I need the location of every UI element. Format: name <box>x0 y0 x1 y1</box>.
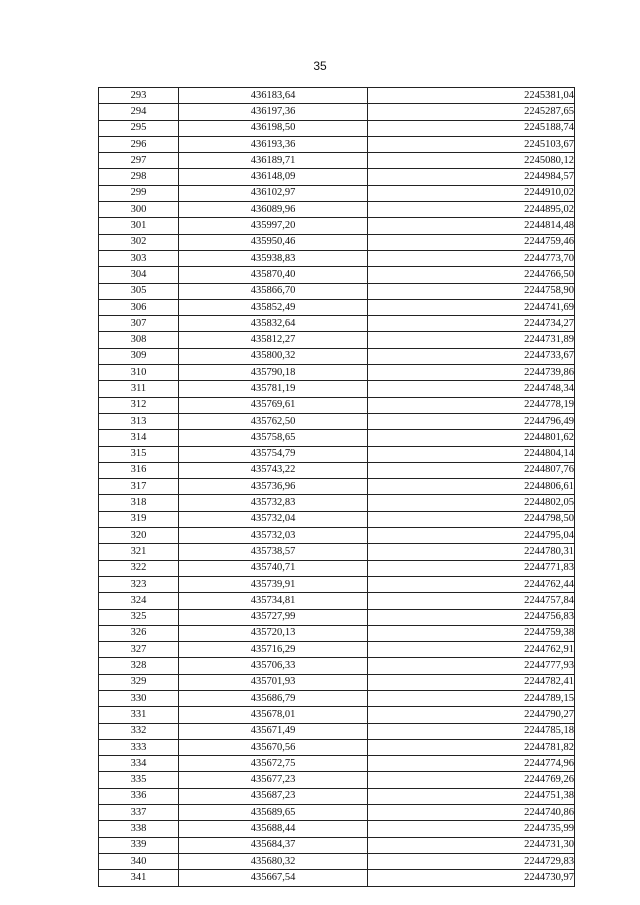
table-row <box>99 120 575 136</box>
table-row <box>99 870 575 886</box>
table-row <box>99 446 575 462</box>
point-number-cell: 333 <box>99 739 179 755</box>
x-coordinate-cell: 435670,56 <box>179 739 368 755</box>
point-number-cell: 332 <box>99 723 179 739</box>
x-coordinate-cell: 435684,37 <box>179 837 368 853</box>
y-coordinate-cell: 2244771,83 <box>368 560 575 576</box>
point-number-cell: 310 <box>99 365 179 381</box>
x-coordinate-cell: 436193,36 <box>179 136 368 152</box>
x-coordinate-cell: 435812,27 <box>179 332 368 348</box>
point-number-cell: 298 <box>99 169 179 185</box>
point-number-cell: 320 <box>99 528 179 544</box>
point-number-cell: 297 <box>99 153 179 169</box>
y-coordinate-cell: 2244757,84 <box>368 593 575 609</box>
point-number-cell: 330 <box>99 690 179 706</box>
table-row <box>99 397 575 413</box>
point-number-cell: 335 <box>99 772 179 788</box>
x-coordinate-cell: 435781,19 <box>179 381 368 397</box>
x-coordinate-cell: 435738,57 <box>179 544 368 560</box>
y-coordinate-cell: 2244789,15 <box>368 690 575 706</box>
x-coordinate-cell: 435732,04 <box>179 511 368 527</box>
table-row <box>99 642 575 658</box>
x-coordinate-cell: 435688,44 <box>179 821 368 837</box>
x-coordinate-cell: 435671,49 <box>179 723 368 739</box>
table-row <box>99 104 575 120</box>
y-coordinate-cell: 2244748,34 <box>368 381 575 397</box>
table-row <box>99 381 575 397</box>
point-number-cell: 308 <box>99 332 179 348</box>
point-number-cell: 327 <box>99 642 179 658</box>
table-row <box>99 511 575 527</box>
point-number-cell: 314 <box>99 430 179 446</box>
x-coordinate-cell: 436198,50 <box>179 120 368 136</box>
y-coordinate-cell: 2244766,50 <box>368 267 575 283</box>
x-coordinate-cell: 435727,99 <box>179 609 368 625</box>
y-coordinate-cell: 2244785,18 <box>368 723 575 739</box>
y-coordinate-cell: 2244780,31 <box>368 544 575 560</box>
point-number-cell: 326 <box>99 625 179 641</box>
table-row <box>99 576 575 592</box>
y-coordinate-cell: 2244777,93 <box>368 658 575 674</box>
y-coordinate-cell: 2244740,86 <box>368 805 575 821</box>
x-coordinate-cell: 435852,49 <box>179 299 368 315</box>
point-number-cell: 307 <box>99 316 179 332</box>
point-number-cell: 322 <box>99 560 179 576</box>
x-coordinate-cell: 435732,03 <box>179 528 368 544</box>
y-coordinate-cell: 2244984,57 <box>368 169 575 185</box>
point-number-cell: 331 <box>99 707 179 723</box>
y-coordinate-cell: 2244759,46 <box>368 234 575 250</box>
table-row <box>99 707 575 723</box>
x-coordinate-cell: 435686,79 <box>179 690 368 706</box>
point-number-cell: 311 <box>99 381 179 397</box>
point-number-cell: 329 <box>99 674 179 690</box>
x-coordinate-cell: 435740,71 <box>179 560 368 576</box>
table-row <box>99 772 575 788</box>
table-row <box>99 495 575 511</box>
point-number-cell: 302 <box>99 234 179 250</box>
point-number-cell: 313 <box>99 413 179 429</box>
x-coordinate-cell: 435720,13 <box>179 625 368 641</box>
x-coordinate-cell: 435800,32 <box>179 348 368 364</box>
table-row <box>99 250 575 266</box>
table-row <box>99 528 575 544</box>
point-number-cell: 328 <box>99 658 179 674</box>
point-number-cell: 299 <box>99 185 179 201</box>
x-coordinate-cell: 435832,64 <box>179 316 368 332</box>
x-coordinate-cell: 435736,96 <box>179 479 368 495</box>
table-row <box>99 593 575 609</box>
point-number-cell: 336 <box>99 788 179 804</box>
x-coordinate-cell: 435758,65 <box>179 430 368 446</box>
x-coordinate-cell: 435678,01 <box>179 707 368 723</box>
x-coordinate-cell: 435677,23 <box>179 772 368 788</box>
coordinates-table-body <box>99 88 575 887</box>
y-coordinate-cell: 2244734,27 <box>368 316 575 332</box>
point-number-cell: 294 <box>99 104 179 120</box>
point-number-cell: 301 <box>99 218 179 234</box>
y-coordinate-cell: 2244807,76 <box>368 462 575 478</box>
table-row <box>99 723 575 739</box>
table-row <box>99 316 575 332</box>
point-number-cell: 295 <box>99 120 179 136</box>
point-number-cell: 316 <box>99 462 179 478</box>
point-number-cell: 303 <box>99 250 179 266</box>
table-row <box>99 430 575 446</box>
y-coordinate-cell: 2244774,96 <box>368 756 575 772</box>
y-coordinate-cell: 2244758,90 <box>368 283 575 299</box>
y-coordinate-cell: 2244802,05 <box>368 495 575 511</box>
x-coordinate-cell: 435732,83 <box>179 495 368 511</box>
x-coordinate-cell: 435687,23 <box>179 788 368 804</box>
y-coordinate-cell: 2244733,67 <box>368 348 575 364</box>
table-row <box>99 185 575 201</box>
table-row <box>99 821 575 837</box>
y-coordinate-cell: 2245381,04 <box>368 88 575 104</box>
table-row <box>99 267 575 283</box>
y-coordinate-cell: 2244759,38 <box>368 625 575 641</box>
y-coordinate-cell: 2244801,62 <box>368 430 575 446</box>
y-coordinate-cell: 2244769,26 <box>368 772 575 788</box>
point-number-cell: 339 <box>99 837 179 853</box>
y-coordinate-cell: 2244798,50 <box>368 511 575 527</box>
table-row <box>99 283 575 299</box>
table-row <box>99 332 575 348</box>
x-coordinate-cell: 435866,70 <box>179 283 368 299</box>
point-number-cell: 319 <box>99 511 179 527</box>
table-row <box>99 674 575 690</box>
table-row <box>99 658 575 674</box>
table-row <box>99 788 575 804</box>
table-row <box>99 609 575 625</box>
point-number-cell: 337 <box>99 805 179 821</box>
x-coordinate-cell: 435680,32 <box>179 853 368 869</box>
y-coordinate-cell: 2244795,04 <box>368 528 575 544</box>
point-number-cell: 340 <box>99 853 179 869</box>
point-number-cell: 306 <box>99 299 179 315</box>
x-coordinate-cell: 435938,83 <box>179 250 368 266</box>
table-row <box>99 413 575 429</box>
x-coordinate-cell: 436197,36 <box>179 104 368 120</box>
y-coordinate-cell: 2244796,49 <box>368 413 575 429</box>
point-number-cell: 305 <box>99 283 179 299</box>
y-coordinate-cell: 2244814,48 <box>368 218 575 234</box>
table-row <box>99 837 575 853</box>
coordinates-table <box>98 87 575 887</box>
table-row <box>99 365 575 381</box>
x-coordinate-cell: 435739,91 <box>179 576 368 592</box>
point-number-cell: 312 <box>99 397 179 413</box>
y-coordinate-cell: 2244782,41 <box>368 674 575 690</box>
x-coordinate-cell: 435754,79 <box>179 446 368 462</box>
table-row <box>99 690 575 706</box>
y-coordinate-cell: 2245287,65 <box>368 104 575 120</box>
table-row <box>99 218 575 234</box>
point-number-cell: 317 <box>99 479 179 495</box>
table-row <box>99 739 575 755</box>
x-coordinate-cell: 435870,40 <box>179 267 368 283</box>
x-coordinate-cell: 436189,71 <box>179 153 368 169</box>
y-coordinate-cell: 2244731,89 <box>368 332 575 348</box>
table-row <box>99 153 575 169</box>
x-coordinate-cell: 435716,29 <box>179 642 368 658</box>
x-coordinate-cell: 435734,81 <box>179 593 368 609</box>
y-coordinate-cell: 2244731,30 <box>368 837 575 853</box>
point-number-cell: 300 <box>99 202 179 218</box>
y-coordinate-cell: 2245103,67 <box>368 136 575 152</box>
x-coordinate-cell: 436089,96 <box>179 202 368 218</box>
x-coordinate-cell: 436148,09 <box>179 169 368 185</box>
x-coordinate-cell: 435689,65 <box>179 805 368 821</box>
table-row <box>99 202 575 218</box>
point-number-cell: 315 <box>99 446 179 462</box>
table-row <box>99 348 575 364</box>
table-row <box>99 88 575 104</box>
point-number-cell: 324 <box>99 593 179 609</box>
x-coordinate-cell: 435706,33 <box>179 658 368 674</box>
y-coordinate-cell: 2244751,38 <box>368 788 575 804</box>
point-number-cell: 321 <box>99 544 179 560</box>
y-coordinate-cell: 2244778,19 <box>368 397 575 413</box>
x-coordinate-cell: 435790,18 <box>179 365 368 381</box>
point-number-cell: 338 <box>99 821 179 837</box>
y-coordinate-cell: 2245080,12 <box>368 153 575 169</box>
y-coordinate-cell: 2244910,02 <box>368 185 575 201</box>
table-row <box>99 479 575 495</box>
y-coordinate-cell: 2244781,82 <box>368 739 575 755</box>
x-coordinate-cell: 435701,93 <box>179 674 368 690</box>
y-coordinate-cell: 2244790,27 <box>368 707 575 723</box>
x-coordinate-cell: 435762,50 <box>179 413 368 429</box>
x-coordinate-cell: 436102,97 <box>179 185 368 201</box>
table-row <box>99 136 575 152</box>
y-coordinate-cell: 2244739,86 <box>368 365 575 381</box>
table-row <box>99 756 575 772</box>
page-number: 35 <box>313 59 327 73</box>
table-row <box>99 853 575 869</box>
x-coordinate-cell: 435950,46 <box>179 234 368 250</box>
point-number-cell: 325 <box>99 609 179 625</box>
point-number-cell: 309 <box>99 348 179 364</box>
x-coordinate-cell: 435743,22 <box>179 462 368 478</box>
table-row <box>99 544 575 560</box>
y-coordinate-cell: 2244773,70 <box>368 250 575 266</box>
x-coordinate-cell: 436183,64 <box>179 88 368 104</box>
table-row <box>99 462 575 478</box>
point-number-cell: 323 <box>99 576 179 592</box>
x-coordinate-cell: 435769,61 <box>179 397 368 413</box>
point-number-cell: 334 <box>99 756 179 772</box>
table-row <box>99 299 575 315</box>
y-coordinate-cell: 2244762,44 <box>368 576 575 592</box>
y-coordinate-cell: 2244735,99 <box>368 821 575 837</box>
table-row <box>99 805 575 821</box>
y-coordinate-cell: 2244806,61 <box>368 479 575 495</box>
x-coordinate-cell: 435667,54 <box>179 870 368 886</box>
x-coordinate-cell: 435672,75 <box>179 756 368 772</box>
point-number-cell: 293 <box>99 88 179 104</box>
table-row <box>99 169 575 185</box>
y-coordinate-cell: 2244741,69 <box>368 299 575 315</box>
table-row <box>99 560 575 576</box>
y-coordinate-cell: 2244762,91 <box>368 642 575 658</box>
point-number-cell: 341 <box>99 870 179 886</box>
y-coordinate-cell: 2244730,97 <box>368 870 575 886</box>
point-number-cell: 304 <box>99 267 179 283</box>
point-number-cell: 318 <box>99 495 179 511</box>
point-number-cell: 296 <box>99 136 179 152</box>
y-coordinate-cell: 2244729,83 <box>368 853 575 869</box>
table-row <box>99 625 575 641</box>
table-row <box>99 234 575 250</box>
y-coordinate-cell: 2244895,02 <box>368 202 575 218</box>
y-coordinate-cell: 2244804,14 <box>368 446 575 462</box>
x-coordinate-cell: 435997,20 <box>179 218 368 234</box>
y-coordinate-cell: 2244756,83 <box>368 609 575 625</box>
y-coordinate-cell: 2245188,74 <box>368 120 575 136</box>
